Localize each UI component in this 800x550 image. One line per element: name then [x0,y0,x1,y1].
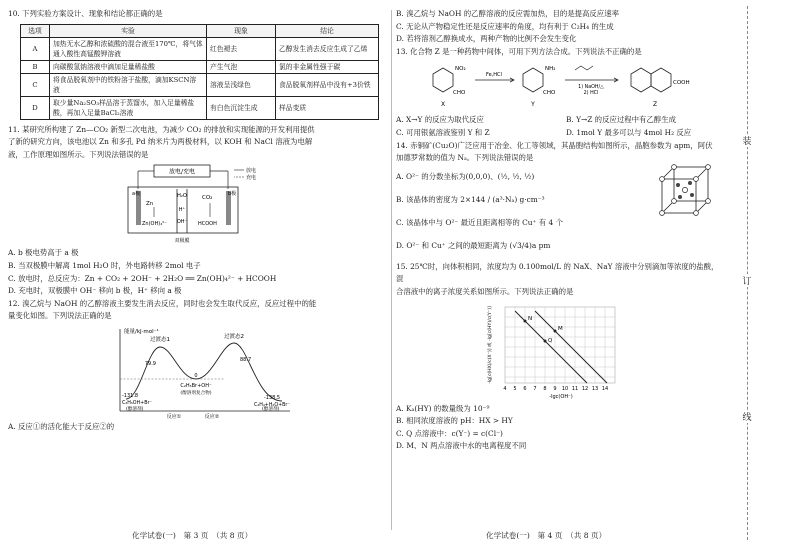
q15-option-a: A. Kₐ(HY) 的数量级为 10⁻⁹ [396,403,490,413]
o-atom [706,164,711,169]
o-atom [660,210,665,215]
q15-option-d: D. M、N 两点溶液中水的电离程度不同 [396,441,527,451]
battery-svg [124,163,274,245]
x-cho: CHO [453,90,466,97]
reagent-2a: 1) NaOH/△ [578,85,604,91]
z-cooh: COOH [673,80,690,87]
x-tick: 9 [553,385,557,392]
x-tick: 10 [561,385,569,392]
label-m: M [558,325,563,332]
q11-option-c: C. 放电时，总反应为：Zn + CO₂ + 2OH⁻ + 2H₂O ══ Zn(OH)₄²⁻ + HCOOH [8,273,277,283]
column-divider [391,10,392,530]
x-tick: 5 [513,385,517,392]
zn-oh-label: Zn(OH)₄²⁻ [142,221,167,228]
cu-atom [690,193,694,197]
y-cho: CHO [543,90,556,97]
table-cell: 加热无水乙醇和浓硫酸的混合液至170℃，将气体通入酸性高锰酸钾溶液 [50,37,207,60]
o-atom [694,210,699,215]
q12-stem-line1: 12. 溴乙烷与 NaOH 的乙醇溶液主要发生消去反应，同时也会发生取代反应，反应过程中的能 [8,298,317,308]
q14-stem-line2: 加德罗常数的值为 Nₐ。下列说法错误的是 [396,153,534,163]
table-cell: C [21,73,50,96]
o-atom [706,198,711,203]
y-axis-label: 能量/kJ·mol⁻¹ [124,328,159,335]
q10-table [20,24,379,120]
q13-synthesis-scheme [409,60,709,112]
x-tick: 7 [533,385,537,392]
table-cell: 乙醇发生消去反应生成了乙烯 [276,37,379,60]
q11-option-a: A. b 极电势高于 a 极 [8,248,79,258]
q13-option-b: B. Y→Z 的反应过程中有乙醇生成 [566,115,676,125]
q13-option-a: A. X→Y 的反应为取代反应 [396,115,484,125]
ea2-label: 88.7 [240,356,252,363]
right-species: C₂H₄+H₂O+Br⁻ [254,402,290,408]
table-header-cell: 选项 [21,24,50,37]
o-atom [672,164,677,169]
q14-option-a: A. O²⁻ 的分数坐标为(0,0,0)、(½, ½, ½) [396,171,535,181]
page-3-column [8,8,390,434]
cu-atom [678,195,682,199]
y-nh2: NH₂ [545,66,556,73]
membrane-label: 双极膜 [174,238,190,245]
discharge-label: 放电 [246,168,257,175]
left-solvent: (醇溶剂) [126,406,144,412]
table-cell: 取少量Na₂SO₃样品溶于蒸馏水，加入足量稀盐酸，再加入足量BaCl₂溶液 [50,96,207,119]
o-atom [660,176,665,181]
label-z: Z [652,101,658,109]
cu-atom [676,183,680,187]
o-atom [672,198,677,203]
footer-page-4: 化学试卷(一) 第 4 页 （共 8 页） [486,531,607,540]
q14-block [396,165,722,261]
q14-option-c: C. 该晶体中与 O²⁻ 最近且距离相等的 Cu⁺ 有 4 个 [396,217,563,227]
table-header-cell: 结论 [276,24,379,37]
label-q: Q [548,337,553,344]
q14-option-b: B. 该晶体的密度为 2×144 / (a³·Nₐ) g·cm⁻³ [396,194,545,204]
q12-option-b: B. 溴乙烷与 NaOH 的乙醇溶液的反应需加热，目的是提高反应速率 [396,9,619,18]
o-atom [694,176,699,181]
x-axis-label: -lgc(OH⁻) [549,393,573,400]
reaction2-label: 反应② [204,413,220,419]
q12-energy-diagram [104,325,294,419]
table-row [21,37,379,60]
x-tick: 4 [503,385,507,392]
binding-char-zhuang: 装 [739,134,755,147]
q12-option-a: A. 反应①的活化能大于反应②的 [8,421,115,431]
point-q [544,339,547,342]
reagent-1: Fe,HCl [486,72,502,79]
q13-stem: 13. 化合物 Z 是一种药物中间体，可用下列方法合成。下列说法不正确的是 [396,46,642,56]
ohminus-label: OH⁻ [176,219,188,226]
electrode-b-label: b极 [228,191,237,198]
q14-options [396,165,636,257]
left-species: C₂H₅OH+Br⁻ [122,400,152,406]
q11-option-d: D. 充电时，双极膜中 OH⁻ 移向 b 极，H⁺ 移向 a 极 [8,286,182,296]
zn-label: Zn [146,201,154,208]
charge-label: 充电 [246,175,257,182]
q11-stem-line3: 液，工作原理如图所示。下列说法错误的是 [8,149,149,159]
q11-stem-line1: 11. 某研究所构建了 Zn—CO₂ 新型二次电池，为减少 CO₂ 的排放和实现能源的开发利用提供 [8,124,315,134]
ts1-label: 过渡态1 [150,336,170,343]
x-tick: 11 [571,385,579,392]
table-header-cell: 实验 [50,24,207,37]
binding-char-ding: 订 [739,274,755,287]
zero-label: 0 [194,372,198,379]
load-box-label: 放电/充电 [168,168,196,176]
ts2-label: 过渡态2 [224,333,244,340]
x-ticks [503,386,608,392]
synthesis-svg [409,60,709,112]
o-atom-center [682,187,687,192]
ea1-label: 79.9 [144,360,156,367]
q15-plot-svg [469,301,649,401]
table-header-cell: 现象 [207,24,276,37]
q15-plot [469,301,649,401]
plot-grid [505,307,615,383]
q12-stem-line2: 量变化如图。下列说法正确的是 [8,311,112,321]
q15-option-b: B. 相同浓度溶液的 pH：HX > HY [396,416,513,426]
x-tick: 12 [581,385,589,392]
q13-option-d: D. 1mol Y 最多可以与 4mol H₂ 反应 [566,127,692,137]
h2o-label: H₂O [177,193,187,200]
table-row [21,96,379,119]
electrode-a-label: a极 [132,191,141,198]
q11-stem-line2: 了新的研究方向，该电池以 Zn 和多孔 Pd 纳米片为两极材料，以 KOH 和 NaCl 溶液为电解 [8,137,313,147]
x-tick: 13 [591,385,599,392]
label-y: Y [531,101,535,109]
q12-option-c: C. 无论从产物稳定性还是反应速率的角度，均有利于 C₂H₄ 的生成 [396,21,614,31]
mid-solvent: (醇溶剂复合物) [180,390,212,396]
x-tick: 14 [601,385,609,392]
table-cell: 食品脱氧剂样品中没有+3价铁 [276,73,379,96]
benzene-ring-x [433,68,453,92]
table-cell: 溶液呈浅绿色 [207,73,276,96]
ketoester-structure [575,66,593,70]
right-energy: -138.5 [264,394,281,401]
x-tick: 8 [543,385,547,392]
label-n: N [528,315,533,322]
q14-option-d: D. O²⁻ 和 Cu⁺ 之间的最短距离为 (√3/4)a pm [396,240,551,250]
table-cell: 产生气泡 [207,60,276,73]
q14-stem-line1: 14. 赤铜矿(Cu₂O)广泛应用于冶金、化工等领域，其晶胞结构如图所示，晶胞参数为 apm，阿伏 [396,140,713,150]
quinoline-ring-2 [651,68,671,92]
quinoline-ring-1 [631,68,651,92]
right-solvent: (醇溶剂) [262,406,280,412]
co2-label: CO₂ [202,195,213,202]
binding-char-xian: 线 [739,410,755,423]
x-no2: NO₂ [455,66,466,73]
footer-page-3: 化学试卷(一) 第 3 页 （共 8 页） [132,531,253,540]
hplus-label: H⁺ [178,207,186,214]
point-n [524,319,527,322]
q13-options [396,114,722,139]
reagent-2b: 2) HCl [583,91,599,97]
q12-option-d: D. 若将溶剂乙醇换成水，两种产物的比例不会发生变化 [396,34,577,44]
q15-option-c: C. Q 点溶液中：c(Y⁻) = c(Cl⁻) [396,428,503,438]
table-cell: 向碳酸氢钠溶液中滴加足量稀盐酸 [50,60,207,73]
label-x: X [440,101,446,109]
left-energy: -131.8 [122,392,139,399]
q10-stem: 10. 下列实验方案设计、现象和结论都正确的是 [8,9,163,18]
q13-option-c: C. 可用银氨溶液鉴别 Y 和 Z [396,127,490,137]
table-cell: B [21,60,50,73]
table-cell: D [21,96,50,119]
y-axis-label: -lg[c(HX)/c(X⁻)] 或 -lg[c(HY)/c(Y⁻)] [488,305,493,384]
point-m [554,329,557,332]
benzene-ring-y [523,68,543,92]
page-4-column [396,8,722,453]
q14-unit-cell [656,163,716,219]
q15-stem-line1: 15. 25℃时，向体积相同，浓度均为 0.100mol/L 的 NaX、NaY 溶液中分别滴加等浓度的盐酸，混 [396,261,719,284]
table-cell: 氯的非金属性强于碳 [276,60,379,73]
q11-option-b: B. 当双极膜中解离 1mol H₂O 时，外电路转移 2mol 电子 [8,260,201,270]
table-row [21,60,379,73]
table-cell: 将食品脱氧剂中的铁粉溶于盐酸，滴加KSCN溶液 [50,73,207,96]
binding-margin [733,6,763,540]
cu-atom [688,181,692,185]
table-cell: 红色褪去 [207,37,276,60]
binding-dashed-line [747,6,748,540]
q15-stem-line2: 合溶液中的离子浓度关系如图所示。下列说法正确的是 [396,286,574,296]
hcooh-label: HCOOH [198,221,217,228]
table-cell: A [21,37,50,60]
energy-svg [104,325,294,419]
reaction1-label: 反应① [166,413,182,419]
table-row [21,73,379,96]
x-tick: 6 [523,385,527,392]
q10-table-header [21,24,379,37]
table-cell: 样品变质 [276,96,379,119]
mid-species: C₂H₅Br+OH⁻ [180,382,212,389]
q11-battery-diagram [124,163,274,245]
table-cell: 有白色沉淀生成 [207,96,276,119]
